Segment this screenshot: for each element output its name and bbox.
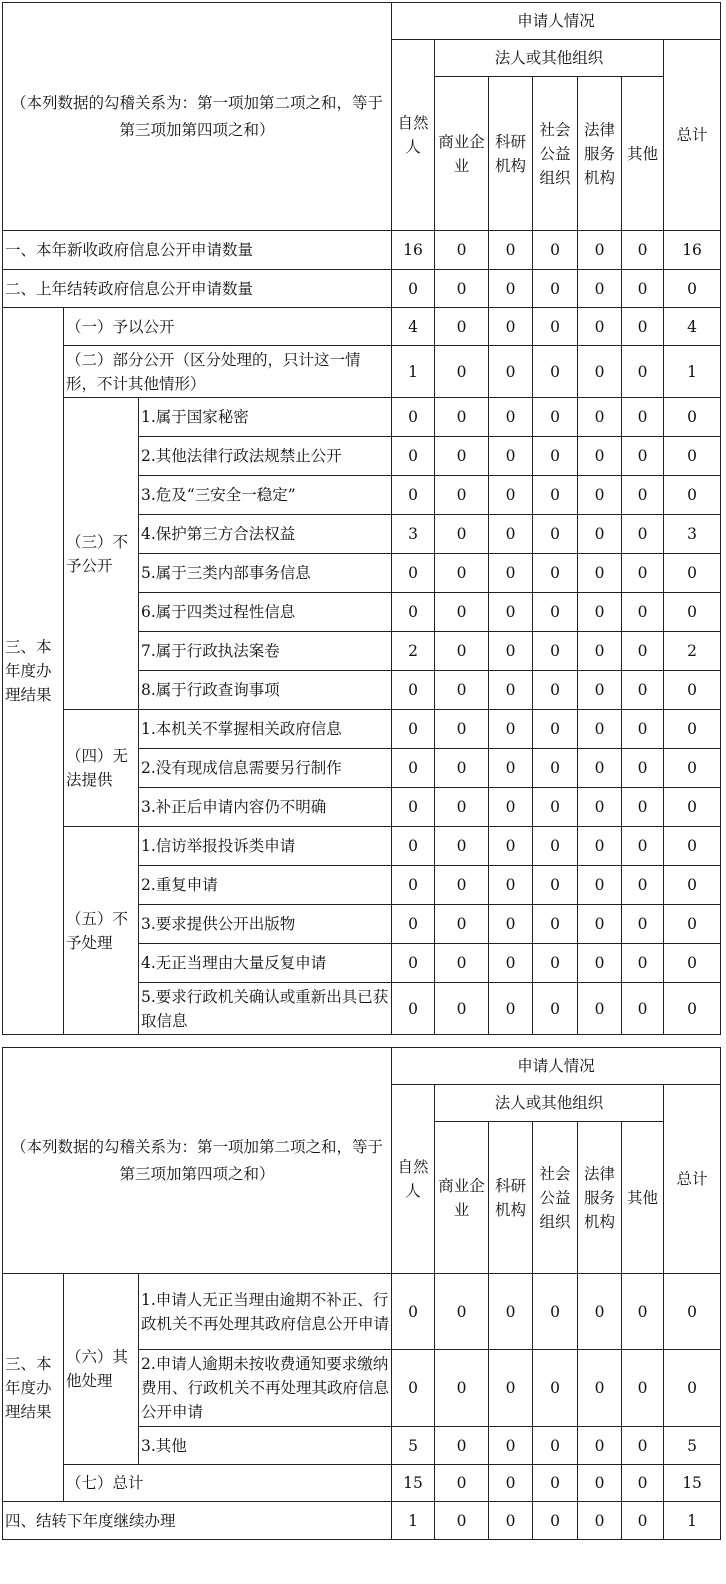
cell-value: 0 <box>489 554 533 593</box>
cell-value: 0 <box>489 515 533 554</box>
cell-value: 0 <box>664 554 721 593</box>
cell-value: 0 <box>622 231 664 270</box>
row-label: 3.危及“三安全一稳定” <box>139 476 392 515</box>
cell-value: 0 <box>489 671 533 710</box>
cell-value: 0 <box>622 437 664 476</box>
cell-value: 0 <box>435 671 489 710</box>
cell-value: 1 <box>392 346 435 398</box>
cell-value: 0 <box>533 944 578 983</box>
disclosure-stats-table-part2 <box>2 1047 721 1540</box>
cell-value: 0 <box>392 1274 435 1350</box>
cell-value: 0 <box>489 983 533 1035</box>
cell-value: 0 <box>392 827 435 866</box>
cell-value: 0 <box>664 270 721 308</box>
disclosure-stats-table-part1 <box>2 2 721 1035</box>
row-label: 1.信访举报投诉类申请 <box>139 827 392 866</box>
cell-value: 0 <box>622 749 664 788</box>
cell-value: 0 <box>489 476 533 515</box>
header-social: 社会公益组织 <box>533 1122 578 1274</box>
cell-value: 0 <box>578 866 622 905</box>
cell-value: 0 <box>435 905 489 944</box>
cell-value: 0 <box>533 671 578 710</box>
row-label-new: 一、本年新收政府信息公开申请数量 <box>3 231 392 270</box>
cell-value: 0 <box>622 270 664 308</box>
cell-value: 0 <box>392 270 435 308</box>
cell-value: 0 <box>533 1465 578 1502</box>
cell-value: 0 <box>664 788 721 827</box>
cell-value: 1 <box>664 346 721 398</box>
cell-value: 0 <box>622 1350 664 1427</box>
row-label: 8.属于行政查询事项 <box>139 671 392 710</box>
cell-value: 0 <box>533 632 578 671</box>
cell-value: 0 <box>664 905 721 944</box>
cell-value: 0 <box>435 346 489 398</box>
cell-value: 0 <box>533 827 578 866</box>
row-label-disclose: （一）予以公开 <box>64 308 392 346</box>
cell-value: 0 <box>533 270 578 308</box>
header-natural-person: 自然人 <box>392 40 435 231</box>
cell-value: 0 <box>578 671 622 710</box>
header-research: 科研机构 <box>489 77 533 231</box>
row-label: 3.其他 <box>139 1427 392 1465</box>
cell-value: 0 <box>392 983 435 1035</box>
cell-value: 0 <box>489 346 533 398</box>
cell-value: 0 <box>664 593 721 632</box>
cell-value: 0 <box>435 1427 489 1465</box>
cell-value: 0 <box>392 866 435 905</box>
cell-value: 0 <box>578 905 622 944</box>
cell-value: 0 <box>578 944 622 983</box>
row-label-carry: 四、结转下年度继续办理 <box>3 1502 392 1540</box>
cell-value: 0 <box>622 710 664 749</box>
row-label: 4.保护第三方合法权益 <box>139 515 392 554</box>
row-label: 2.申请人逾期未按收费通知要求缴纳费用、行政机关不再处理其政府信息公开申请 <box>139 1350 392 1427</box>
cell-value: 0 <box>435 983 489 1035</box>
cell-value: 0 <box>489 827 533 866</box>
row-label-partial: （二）部分公开（区分处理的，只计这一情形，不计其他情形） <box>64 346 392 398</box>
cell-value: 0 <box>435 515 489 554</box>
cell-value: 0 <box>435 437 489 476</box>
cell-value: 4 <box>392 308 435 346</box>
cell-value: 0 <box>435 270 489 308</box>
cell-value: 0 <box>578 1427 622 1465</box>
cell-value: 0 <box>435 749 489 788</box>
row-label: 1.属于国家秘密 <box>139 398 392 437</box>
cell-value: 0 <box>622 1274 664 1350</box>
cell-value: 0 <box>489 788 533 827</box>
header-business: 商业企业 <box>435 77 489 231</box>
cell-value: 0 <box>392 905 435 944</box>
sub4-label: （四）无法提供 <box>64 710 139 827</box>
cell-value: 0 <box>489 1465 533 1502</box>
sub5-label: （五）不予处理 <box>64 827 139 1035</box>
row-label: 3.要求提供公开出版物 <box>139 905 392 944</box>
header-natural-person: 自然人 <box>392 1085 435 1274</box>
cell-value: 0 <box>435 788 489 827</box>
row-label: 2.其他法律行政法规禁止公开 <box>139 437 392 476</box>
cell-value: 16 <box>664 231 721 270</box>
cell-value: 0 <box>664 1274 721 1350</box>
cell-value: 0 <box>489 398 533 437</box>
cell-value: 0 <box>578 788 622 827</box>
cell-value: 0 <box>578 1350 622 1427</box>
cell-value: 0 <box>435 398 489 437</box>
cell-value: 0 <box>533 905 578 944</box>
cell-value: 0 <box>489 270 533 308</box>
cell-value: 0 <box>392 437 435 476</box>
header-other: 其他 <box>622 1122 664 1274</box>
cell-value: 0 <box>533 1350 578 1427</box>
cell-value: 0 <box>622 554 664 593</box>
cell-value: 0 <box>489 231 533 270</box>
cell-value: 5 <box>664 1427 721 1465</box>
cell-value: 0 <box>622 905 664 944</box>
cell-value: 1 <box>664 1502 721 1540</box>
cell-value: 0 <box>489 308 533 346</box>
cell-value: 0 <box>489 1427 533 1465</box>
cell-value: 0 <box>533 398 578 437</box>
header-applicant: 申请人情况 <box>392 1048 721 1085</box>
cell-value: 0 <box>622 398 664 437</box>
cell-value: 0 <box>435 1465 489 1502</box>
header-total: 总计 <box>664 1085 721 1274</box>
cell-value: 0 <box>392 398 435 437</box>
row-label-total: （七）总计 <box>64 1465 392 1502</box>
cell-value: 0 <box>578 749 622 788</box>
row-label: 5.要求行政机关确认或重新出具已获取信息 <box>139 983 392 1035</box>
header-research: 科研机构 <box>489 1122 533 1274</box>
cell-value: 0 <box>622 944 664 983</box>
cell-value: 0 <box>533 1502 578 1540</box>
group3-label: 三、本年度办理结果 <box>3 1274 64 1502</box>
cell-value: 0 <box>622 983 664 1035</box>
cell-value: 0 <box>578 827 622 866</box>
cell-value: 15 <box>392 1465 435 1502</box>
cell-value: 3 <box>664 515 721 554</box>
cell-value: 0 <box>435 1274 489 1350</box>
cell-value: 0 <box>435 944 489 983</box>
cell-value: 0 <box>664 983 721 1035</box>
cell-value: 0 <box>578 398 622 437</box>
cell-value: 0 <box>578 346 622 398</box>
row-label: 1.申请人无正当理由逾期不补正、行政机关不再处理其政府信息公开申请 <box>139 1274 392 1350</box>
row-label: 2.没有现成信息需要另行制作 <box>139 749 392 788</box>
cell-value: 0 <box>578 308 622 346</box>
cell-value: 0 <box>622 671 664 710</box>
cell-value: 0 <box>533 1427 578 1465</box>
cell-value: 0 <box>392 476 435 515</box>
cell-value: 16 <box>392 231 435 270</box>
cell-value: 0 <box>578 1502 622 1540</box>
cell-value: 0 <box>392 749 435 788</box>
cell-value: 0 <box>578 476 622 515</box>
cell-value: 0 <box>664 944 721 983</box>
row-label: 4.无正当理由大量反复申请 <box>139 944 392 983</box>
cell-value: 0 <box>578 437 622 476</box>
cell-value: 0 <box>622 1465 664 1502</box>
row-label-prev: 二、上年结转政府信息公开申请数量 <box>3 270 392 308</box>
cell-value: 2 <box>664 632 721 671</box>
cell-value: 0 <box>622 866 664 905</box>
header-legal-org: 法人或其他组织 <box>435 40 664 77</box>
sub6-label: （六）其他处理 <box>64 1274 139 1465</box>
cell-value: 0 <box>533 515 578 554</box>
row-label: 5.属于三类内部事务信息 <box>139 554 392 593</box>
cell-value: 0 <box>622 593 664 632</box>
cell-value: 0 <box>435 866 489 905</box>
cell-value: 0 <box>533 1274 578 1350</box>
cell-value: 0 <box>622 827 664 866</box>
header-legal-service: 法律服务机构 <box>578 1122 622 1274</box>
cell-value: 0 <box>664 398 721 437</box>
cell-value: 0 <box>578 231 622 270</box>
cell-value: 0 <box>578 983 622 1035</box>
cell-value: 1 <box>392 1502 435 1540</box>
cell-value: 0 <box>533 866 578 905</box>
cell-value: 0 <box>533 346 578 398</box>
row-label: 1.本机关不掌握相关政府信息 <box>139 710 392 749</box>
cell-value: 0 <box>622 308 664 346</box>
cell-value: 0 <box>435 1350 489 1427</box>
cell-value: 0 <box>664 710 721 749</box>
cell-value: 0 <box>533 710 578 749</box>
cell-value: 0 <box>435 476 489 515</box>
cell-value: 0 <box>622 346 664 398</box>
cell-value: 0 <box>622 788 664 827</box>
cell-value: 0 <box>392 671 435 710</box>
cell-value: 0 <box>664 437 721 476</box>
cell-value: 0 <box>435 308 489 346</box>
group3-label: 三、本年度办理结果 <box>3 308 64 1035</box>
sub3-label: （三）不予公开 <box>64 398 139 710</box>
cell-value: 0 <box>533 554 578 593</box>
cell-value: 0 <box>533 749 578 788</box>
cell-value: 0 <box>578 1274 622 1350</box>
cell-value: 0 <box>435 827 489 866</box>
cell-value: 0 <box>664 749 721 788</box>
cell-value: 0 <box>392 944 435 983</box>
cell-value: 0 <box>489 944 533 983</box>
cell-value: 0 <box>392 788 435 827</box>
cell-value: 0 <box>578 593 622 632</box>
cell-value: 5 <box>392 1427 435 1465</box>
row-label: 2.重复申请 <box>139 866 392 905</box>
cell-value: 0 <box>489 593 533 632</box>
cell-value: 0 <box>392 710 435 749</box>
header-legal-service: 法律服务机构 <box>578 77 622 231</box>
cell-value: 0 <box>435 554 489 593</box>
row-label: 7.属于行政执法案卷 <box>139 632 392 671</box>
header-business: 商业企业 <box>435 1122 489 1274</box>
cell-value: 0 <box>533 476 578 515</box>
row-label: 3.补正后申请内容仍不明确 <box>139 788 392 827</box>
header-other: 其他 <box>622 77 664 231</box>
cell-value: 0 <box>489 866 533 905</box>
cell-value: 4 <box>664 308 721 346</box>
cell-value: 0 <box>664 827 721 866</box>
cell-value: 0 <box>578 515 622 554</box>
cell-value: 0 <box>622 476 664 515</box>
header-applicant: 申请人情况 <box>392 3 721 40</box>
cell-value: 0 <box>489 749 533 788</box>
cell-value: 15 <box>664 1465 721 1502</box>
row-label: 6.属于四类过程性信息 <box>139 593 392 632</box>
cell-value: 0 <box>578 632 622 671</box>
cell-value: 0 <box>435 593 489 632</box>
cell-value: 0 <box>578 554 622 593</box>
cell-value: 0 <box>489 905 533 944</box>
header-total: 总计 <box>664 40 721 231</box>
cell-value: 0 <box>622 515 664 554</box>
cell-value: 0 <box>392 593 435 632</box>
cell-value: 0 <box>489 710 533 749</box>
cell-value: 0 <box>664 1350 721 1427</box>
cell-value: 0 <box>489 632 533 671</box>
cell-value: 0 <box>664 866 721 905</box>
header-note: （本列数据的勾稽关系为：第一项加第二项之和，等于第三项加第四项之和） <box>3 3 392 231</box>
cell-value: 2 <box>392 632 435 671</box>
header-legal-org: 法人或其他组织 <box>435 1085 664 1122</box>
cell-value: 0 <box>664 476 721 515</box>
cell-value: 0 <box>578 270 622 308</box>
cell-value: 0 <box>489 1502 533 1540</box>
cell-value: 0 <box>435 231 489 270</box>
cell-value: 0 <box>622 1427 664 1465</box>
cell-value: 0 <box>533 231 578 270</box>
cell-value: 0 <box>533 593 578 632</box>
cell-value: 0 <box>533 437 578 476</box>
cell-value: 0 <box>533 308 578 346</box>
cell-value: 3 <box>392 515 435 554</box>
cell-value: 0 <box>664 671 721 710</box>
cell-value: 0 <box>435 1502 489 1540</box>
cell-value: 0 <box>622 1502 664 1540</box>
cell-value: 0 <box>435 632 489 671</box>
cell-value: 0 <box>578 710 622 749</box>
cell-value: 0 <box>533 983 578 1035</box>
header-note: （本列数据的勾稽关系为：第一项加第二项之和，等于第三项加第四项之和） <box>3 1048 392 1274</box>
cell-value: 0 <box>489 437 533 476</box>
cell-value: 0 <box>489 1274 533 1350</box>
header-social: 社会公益组织 <box>533 77 578 231</box>
cell-value: 0 <box>392 554 435 593</box>
cell-value: 0 <box>533 788 578 827</box>
cell-value: 0 <box>489 1350 533 1427</box>
cell-value: 0 <box>392 1350 435 1427</box>
cell-value: 0 <box>622 632 664 671</box>
cell-value: 0 <box>578 1465 622 1502</box>
cell-value: 0 <box>435 710 489 749</box>
